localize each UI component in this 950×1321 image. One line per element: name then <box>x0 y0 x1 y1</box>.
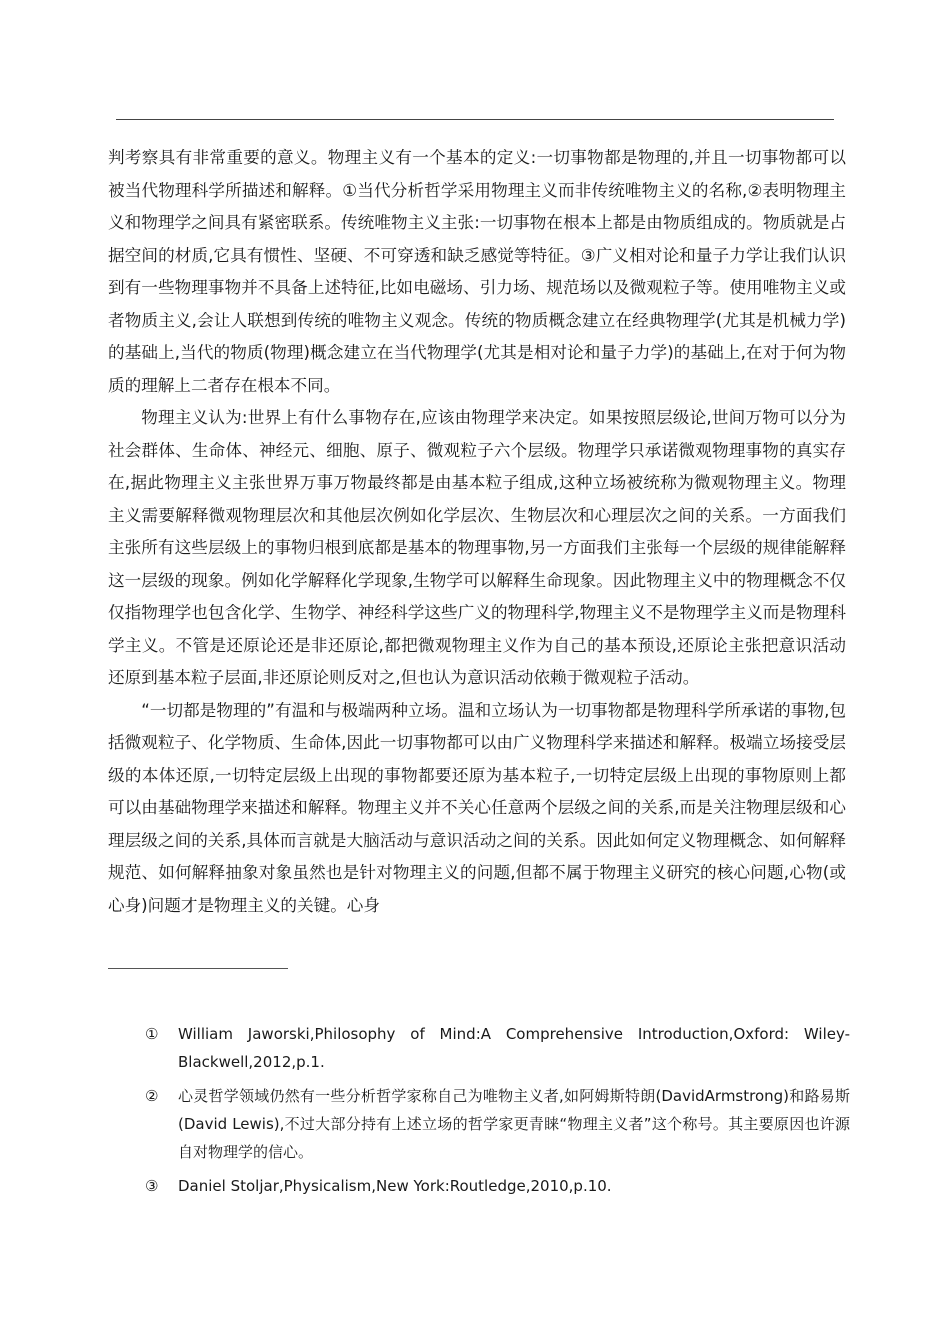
footnote-1-text: William Jaworski,Philosophy of Mind:A Comprehensive Introduction,Oxford: Wiley-Blackwell,2012,p.1. <box>178 1025 850 1071</box>
main-text <box>108 142 846 922</box>
footnote-2-text: 心灵哲学领域仍然有一些分析哲学家称自己为唯物主义者,如阿姆斯特朗(DavidArmstrong)和路易斯(David Lewis),不过大部分持有上述立场的哲学家更青睐“物理主义者”这个称号。其主要原因也许源自对物理学的信心。 <box>178 1087 850 1161</box>
paragraph-1: 判考察具有非常重要的意义。物理主义有一个基本的定义:一切事物都是物理的,并且一切事物都可以被当代物理科学所描述和解释。①当代分析哲学采用物理主义而非传统唯物主义的名称,②表明物理主义和物理学之间具有紧密联系。传统唯物主义主张:一切事物在根本上都是由物质组成的。物质就是占据空间的材质,它具有惯性、坚硬、不可穿透和缺乏感觉等特征。③广义相对论和量子力学让我们认识到有一些物理事物并不具备上述特征,比如电磁场、引力场、规范场以及微观粒子等。使用唯物主义或者物质主义,会让人联想到传统的唯物主义观念。传统的物质概念建立在经典物理学(尤其是机械力学)的基础上,当代的物质(物理)概念建立在当代物理学(尤其是相对论和量子力学)的基础上,在对于何为物质的理解上二者存在根本不同。 <box>108 148 846 395</box>
header-rule <box>116 119 834 120</box>
footnote-1-mark: ① <box>145 1025 159 1043</box>
footnote-2-mark: ② <box>145 1087 159 1105</box>
paragraph-3: “一切都是物理的”有温和与极端两种立场。温和立场认为一切事物都是物理科学所承诺的事物,包括微观粒子、化学物质、生命体,因此一切事物都可以由广义物理科学来描述和解释。极端立场接受层级的本体还原,一切特定层级上出现的事物都要还原为基本粒子,一切特定层级上出现的事物原则上都可以由基础物理学来描述和解释。物理主义并不关心任意两个层级之间的关系,而是关注物理层级和心理层级之间的关系,具体而言就是大脑活动与意识活动之间的关系。因此如何定义物理概念、如何解释规范、如何解释抽象对象虽然也是针对物理主义的问题,但都不属于物理主义研究的核心问题,心物(或心身)问题才是物理主义的关键。心身 <box>108 700 846 915</box>
footnote-3-mark: ③ <box>145 1177 159 1195</box>
footnote-separator <box>108 968 288 969</box>
footnote-3-text: Daniel Stoljar,Physicalism,New York:Routledge,2010,p.10. <box>178 1177 612 1195</box>
footnotes <box>145 1020 850 1206</box>
paragraph-2: 物理主义认为:世界上有什么事物存在,应该由物理学来决定。如果按照层级论,世间万物可以分为社会群体、生命体、神经元、细胞、原子、微观粒子六个层级。物理学只承诺微观物理事物的真实存在,据此物理主义主张世界万事万物最终都是由基本粒子组成,这种立场被统称为微观物理主义。物理主义需要解释微观物理层次和其他层次例如化学层次、生物层次和心理层次之间的关系。一方面我们主张所有这些层级上的事物归根到底都是基本的物理事物,另一方面我们主张每一个层级的规律能解释这一层级的现象。例如化学解释化学现象,生物学可以解释生命现象。因此物理主义中的物理概念不仅仅指物理学也包含化学、生物学、神经科学这些广义的物理科学,物理主义不是物理学主义而是物理科学主义。不管是还原论还是非还原论,都把微观物理主义作为自己的基本预设,还原论主张把意识活动还原到基本粒子层面,非还原论则反对之,但也认为意识活动依赖于微观粒子活动。 <box>108 408 846 687</box>
footnote-3 <box>145 1172 850 1200</box>
footnote-1 <box>145 1020 850 1076</box>
footnote-2 <box>145 1082 850 1166</box>
